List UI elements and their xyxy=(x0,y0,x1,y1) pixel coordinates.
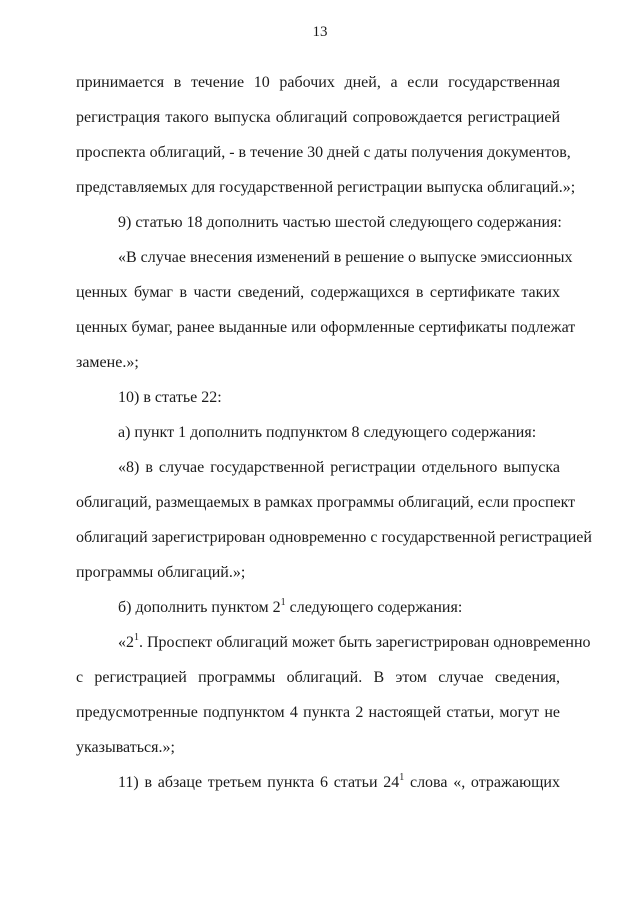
text-line-main: «8) в случае государственной регистрации отдельного выпуска xyxy=(118,459,560,476)
text-line xyxy=(76,450,560,485)
text-line-main: программы облигаций.»; xyxy=(76,564,246,581)
text-line xyxy=(76,695,560,730)
superscript: 1 xyxy=(134,632,139,643)
text-line xyxy=(76,275,560,310)
text-line xyxy=(76,65,560,100)
text-line xyxy=(76,555,560,590)
text-line-main: 11) в абзаце третьем пункта 6 статьи 24 xyxy=(118,774,400,791)
text-line-main: с регистрацией программы облигаций. В этом случае сведения, xyxy=(76,669,560,686)
text-line xyxy=(76,310,576,345)
text-line-main: а) пункт 1 дополнить подпунктом 8 следующего содержания: xyxy=(118,424,537,441)
text-line-main: 9) статью 18 дополнить частью шестой следующего содержания: xyxy=(118,214,562,231)
text-line-main: 10) в статье 22: xyxy=(118,389,222,406)
text-line-tail: слова «, отражающих xyxy=(404,774,560,791)
superscript: 1 xyxy=(399,772,405,783)
text-line-main: «В случае внесения изменений в решение о выпуске эмиссионных xyxy=(118,249,573,266)
text-line-main: представляемых для государственной регистрации выпуска облигаций.»; xyxy=(76,179,576,196)
text-line-main: принимается в течение 10 рабочих дней, а если государственная xyxy=(76,74,560,91)
text-line xyxy=(76,345,560,380)
text-line xyxy=(76,730,560,765)
text-line-main: проспекта облигаций, - в течение 30 дней с даты получения документов, xyxy=(76,144,571,161)
text-line-main: предусмотренные подпунктом 4 пункта 2 настоящей статьи, могут не xyxy=(76,704,560,721)
document-body xyxy=(76,65,592,800)
text-line xyxy=(76,380,560,415)
text-line-main: ценных бумаг, ранее выданные или оформленные сертификаты подлежат xyxy=(76,319,576,336)
text-line-main: облигаций, размещаемых в рамках программы облигаций, если проспект xyxy=(76,494,576,511)
text-line-main: б) дополнить пунктом 2 xyxy=(118,599,281,616)
text-line xyxy=(76,135,571,170)
text-line xyxy=(76,520,592,555)
text-line-main: «2 xyxy=(118,634,134,651)
text-line xyxy=(76,100,560,135)
text-line xyxy=(76,660,560,695)
text-line xyxy=(76,415,560,450)
text-line xyxy=(76,240,573,275)
text-line xyxy=(76,170,576,205)
text-line-tail: . Проспект облигаций может быть зарегистрирован одновременно xyxy=(139,634,591,651)
text-line-tail: следующего содержания: xyxy=(285,599,463,616)
page-number: 13 xyxy=(312,24,328,40)
text-line xyxy=(76,205,560,240)
text-line xyxy=(76,625,591,660)
superscript: 1 xyxy=(280,597,286,608)
text-line-main: облигаций зарегистрирован одновременно с государственной регистрацией xyxy=(76,529,592,546)
text-line xyxy=(76,485,576,520)
text-line-main: указываться.»; xyxy=(76,739,175,756)
text-line-main: ценных бумаг в части сведений, содержащихся в сертификате таких xyxy=(76,284,560,301)
text-line xyxy=(76,590,560,625)
text-line-main: регистрация такого выпуска облигаций сопровождается регистрацией xyxy=(76,109,560,126)
text-line xyxy=(76,765,560,800)
text-line-main: замене.»; xyxy=(76,354,139,371)
